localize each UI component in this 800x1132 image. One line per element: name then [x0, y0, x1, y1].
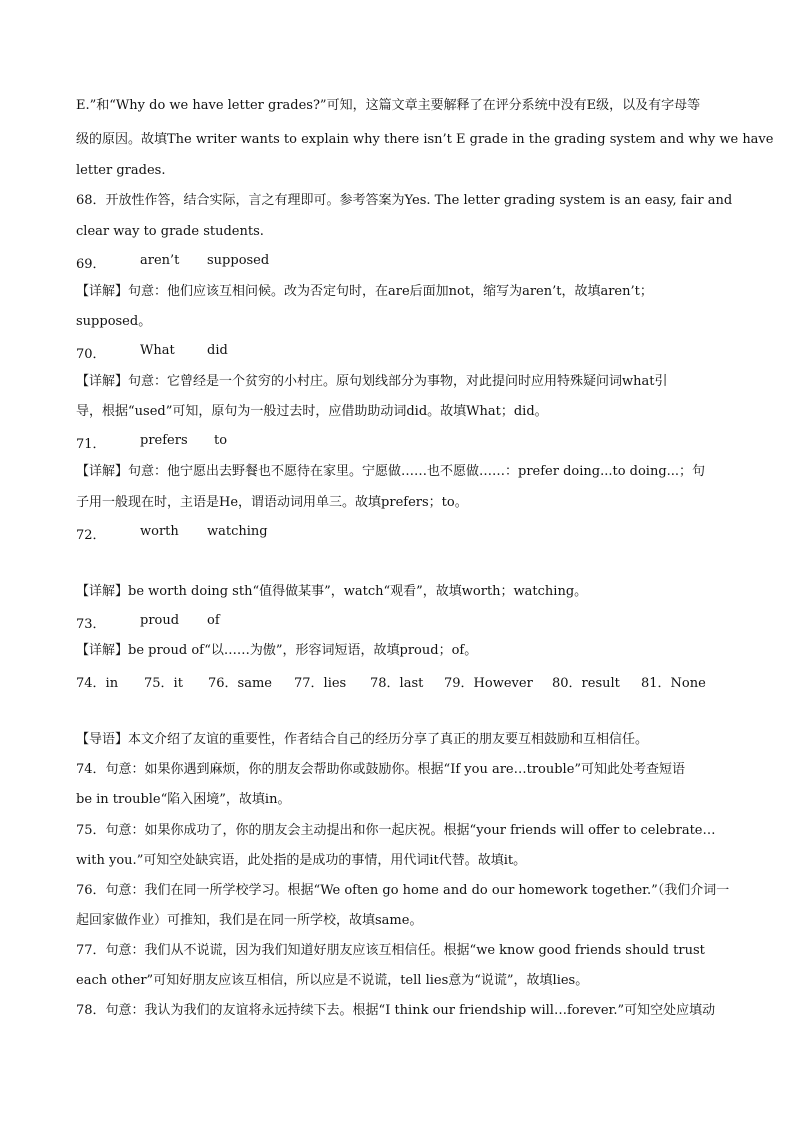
text-line: letter grades.	[76, 163, 166, 178]
answer-blank-2: of	[207, 613, 220, 628]
answer-item: 78．last	[370, 676, 424, 691]
text-line: E.”和“Why do we have letter grades?”可知，这篇文章主要解释了在评分系统中没有E级，以及有字母等	[76, 98, 701, 113]
explanation-line: with you.”可知空处缺宾语，此处指的是成功的事情，用代词it代替。故填it。	[76, 853, 527, 868]
question-number: 70．	[76, 347, 106, 362]
explanation-line: each other”可知好朋友应该互相信，所以应是不说谎，tell lies意为“说谎”，故填lies。	[76, 973, 589, 988]
question-number: 69．	[76, 257, 106, 272]
question-number: 71．	[76, 437, 106, 452]
detail-text: 导，根据“used”可知，原句为一般过去时，应借助助动词did。故填What；did。	[76, 404, 548, 419]
answer-blank-1: worth	[140, 524, 179, 539]
detail-text: 【详解】句意：它曾经是一个贫穷的小村庄。原句划线部分为事物，对此提问时应用特殊疑问词what引	[76, 374, 668, 389]
answer-blank-2: did	[207, 343, 228, 358]
guide-text: 【导语】本文介绍了友谊的重要性，作者结合自己的经历分享了真正的朋友要互相鼓励和互相信任。	[76, 732, 649, 747]
answer-blank-2: to	[214, 433, 228, 448]
detail-text: 【详解】be worth doing sth“值得做某事”，watch“观看”，故填worth；watching。	[76, 584, 588, 599]
answer-item: 74．in	[76, 676, 119, 691]
explanation-line: 78．句意：我认为我们的友谊将永远持续下去。根据“I think our friendship will…forever.”可知空处应填动	[76, 1003, 716, 1018]
detail-text: 【详解】be proud of“以……为傲”，形容词短语，故填proud；of。	[76, 643, 478, 658]
explanation-line: 75．句意：如果你成功了，你的朋友会主动提出和你一起庆祝。根据“your friends will offer to celebrate…	[76, 823, 716, 838]
detail-text: 【详解】句意：他宁愿出去野餐也不愿待在家里。宁愿做……也不愿做……：prefer doing...to doing...；句	[76, 464, 706, 479]
answer-blank-1: prefers	[140, 433, 188, 448]
answer-blank-1: proud	[140, 613, 180, 628]
explanation-line: 77．句意：我们从不说谎，因为我们知道好朋友应该互相信任。根据“we know good friends should trust	[76, 943, 705, 958]
explanation-line: be in trouble“陷入困境”，故填in。	[76, 792, 291, 807]
answer-item: 77．lies	[294, 676, 347, 691]
answer-blank-2: watching	[207, 524, 268, 539]
answer-item: 76．same	[208, 676, 272, 691]
answer-blank-1: What	[140, 343, 175, 358]
text-line: clear way to grade students.	[76, 224, 264, 239]
text-line: 68．开放性作答，结合实际，言之有理即可。参考答案为Yes. The letter grading system is an easy, fair and	[76, 193, 733, 208]
answer-item: 75．it	[144, 676, 183, 691]
answer-item: 79．However	[444, 676, 533, 691]
answer-blank-1: aren’t	[140, 253, 180, 268]
question-number: 73．	[76, 617, 106, 632]
detail-text: 子用一般现在时，主语是He，谓语动词用单三。故填prefers；to。	[76, 495, 468, 510]
question-number: 72．	[76, 528, 106, 543]
explanation-line: 74．句意：如果你遇到麻烦，你的朋友会帮助你或鼓励你。根据“If you are…trouble”可知此处考查短语	[76, 762, 686, 777]
explanation-line: 76．句意：我们在同一所学校学习。根据“We often go home and do our homework together.”（我们介词一	[76, 883, 730, 898]
answer-item: 81．None	[641, 676, 706, 691]
explanation-line: 起回家做作业）可推知，我们是在同一所学校，故填same。	[76, 913, 423, 928]
text-line: 级的原因。故填The writer wants to explain why there isn’t E grade in the grading system and why we have	[76, 132, 774, 147]
answer-item: 80．result	[552, 676, 620, 691]
detail-text: supposed。	[76, 314, 152, 329]
detail-text: 【详解】句意：他们应该互相问候。改为否定句时，在are后面加not，缩写为aren’t，故填aren’t；	[76, 284, 653, 299]
answer-blank-2: supposed	[207, 253, 270, 268]
